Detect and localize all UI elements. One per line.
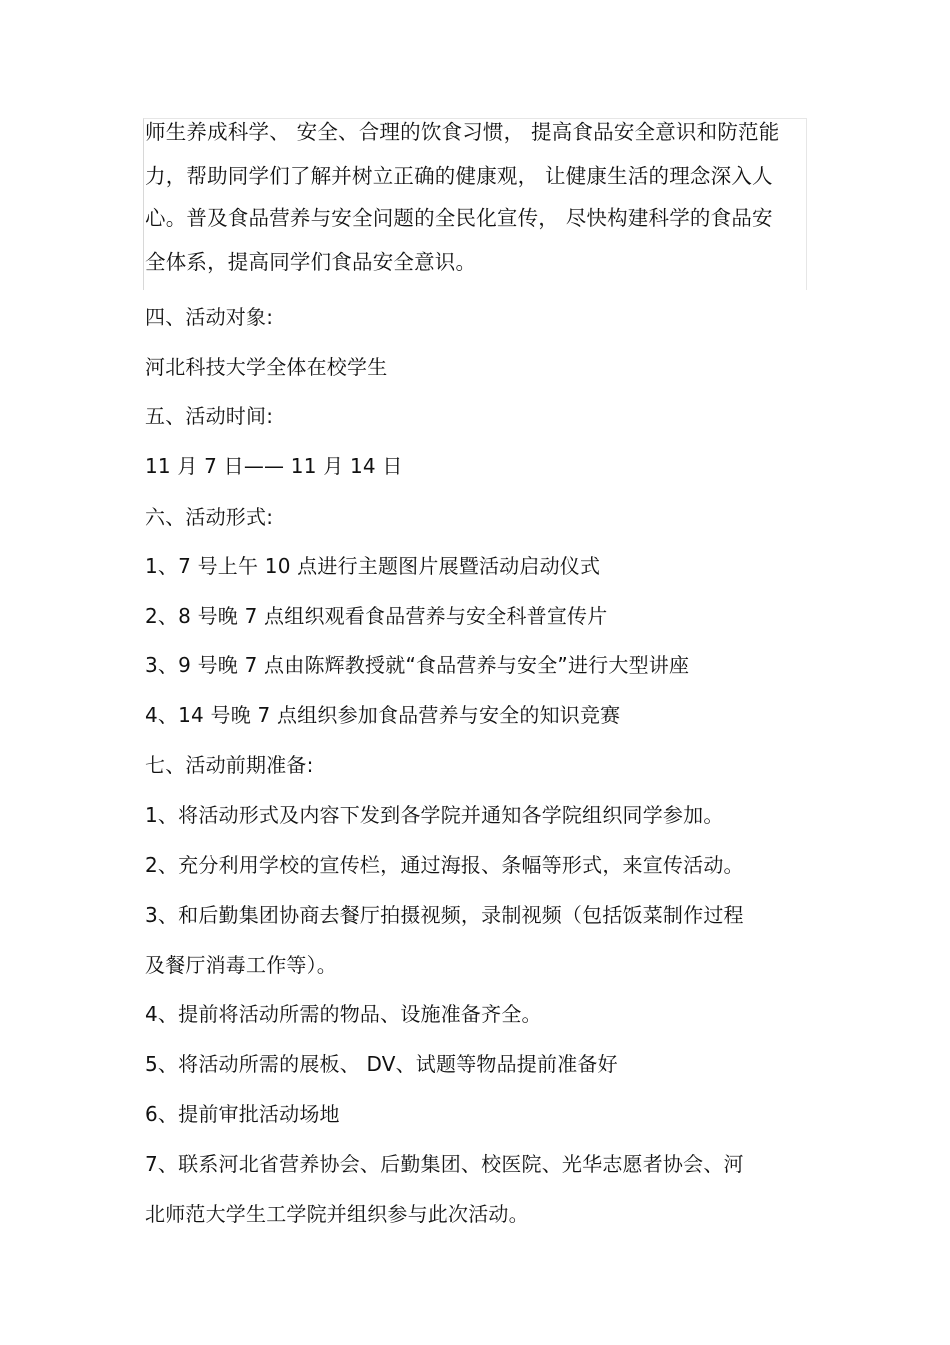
prep-item-1: 1、将活动形式及内容下发到各学院并通知各学院组织同学参加。 xyxy=(145,803,724,827)
prep-item-3: 3、和后勤集团协商去餐厅拍摄视频，录制视频（包括饭菜制作过程 xyxy=(145,903,744,927)
form-item-1: 1、7 号上午 10 点进行主题图片展暨活动启动仪式 xyxy=(145,554,601,578)
section-heading-target: 四、活动对象: xyxy=(145,305,274,329)
prep-item-5: 5、将活动所需的展板、 DV、试题等物品提前准备好 xyxy=(145,1052,618,1076)
intro-line-2: 力，帮助同学们了解并树立正确的健康观， 让健康生活的理念深入人 xyxy=(145,164,773,188)
prep-item-7: 7、联系河北省营养协会、后勤集团、校医院、光华志愿者协会、河 xyxy=(145,1152,744,1176)
section-heading-prep: 七、活动前期准备: xyxy=(145,753,314,777)
intro-line-1: 师生养成科学、 安全、合理的饮食习惯， 提高食品安全意识和防范能 xyxy=(145,120,780,144)
prep-item-3-cont: 及餐厅消毒工作等）。 xyxy=(145,953,337,977)
section-heading-time: 五、活动时间: xyxy=(145,404,274,428)
time-text: 11 月 7 日—— 11 月 14 日 xyxy=(145,454,403,478)
intro-line-3: 心。普及食品营养与安全问题的全民化宣传， 尽快构建科学的食品安 xyxy=(145,206,773,230)
intro-line-4: 全体系，提高同学们食品安全意识。 xyxy=(145,250,477,274)
prep-item-4: 4、提前将活动所需的物品、设施准备齐全。 xyxy=(145,1002,542,1026)
form-item-3: 3、9 号晚 7 点由陈辉教授就“食品营养与安全”进行大型讲座 xyxy=(145,653,690,677)
target-text: 河北科技大学全体在校学生 xyxy=(145,355,388,379)
form-item-2: 2、8 号晚 7 点组织观看食品营养与安全科普宣传片 xyxy=(145,604,608,628)
prep-item-6: 6、提前审批活动场地 xyxy=(145,1102,340,1126)
prep-item-7-cont: 北师范大学生工学院并组织参与此次活动。 xyxy=(145,1202,529,1226)
form-item-4: 4、14 号晚 7 点组织参加食品营养与安全的知识竞赛 xyxy=(145,703,621,727)
prep-item-2: 2、充分利用学校的宣传栏，通过海报、条幅等形式，来宣传活动。 xyxy=(145,853,744,877)
section-heading-form: 六、活动形式: xyxy=(145,505,274,529)
